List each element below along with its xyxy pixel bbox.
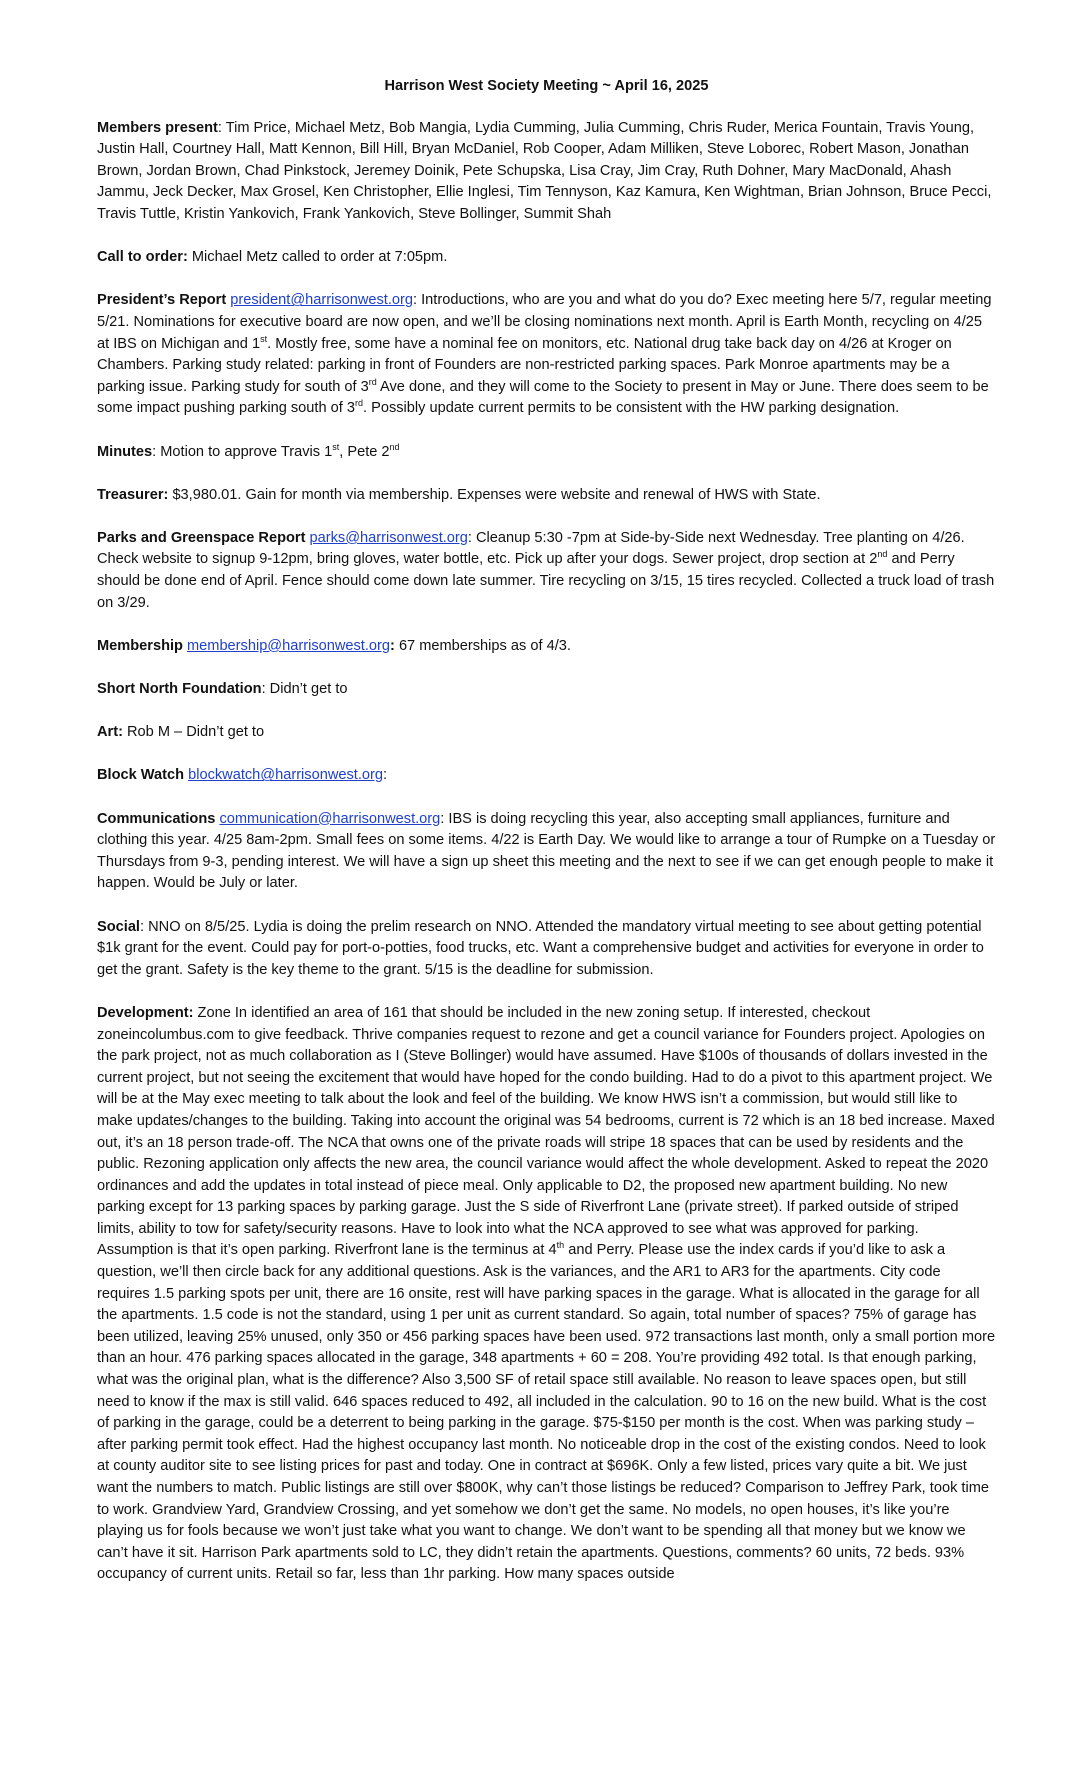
ordinal-superscript: th: [556, 1240, 565, 1251]
communications-label: Communications: [97, 810, 220, 827]
parks-report-section: [97, 528, 996, 614]
development-label: Development:: [97, 1004, 194, 1021]
president-email-link[interactable]: president@harrisonwest.org: [230, 292, 414, 309]
block-watch-label: Block Watch: [97, 767, 189, 784]
ordinal-superscript: nd: [877, 549, 888, 560]
communications-section: [97, 809, 996, 895]
block-watch-section: [97, 765, 996, 787]
art-label: Art:: [97, 724, 123, 741]
ordinal-superscript: nd: [389, 441, 400, 452]
communications-text: : IBS is doing recycling this year, also accepting small appliances, furniture and clothing this year. 4/25 8am-2pm. Small fees on some items. 4/22 is Earth Day. We would like to arrange a tour of Rumpke on a Tuesday or Thursdays from 9-3, pending interest. We will have a sign up sheet this meeting and the next to see if we can get enough people to make it happen. Would be July or later.: [97, 810, 996, 892]
presidents-report-label: President’s Report: [97, 292, 231, 309]
art-text: Rob M – Didn’t get to: [122, 724, 265, 741]
short-north-foundation-text: : Didn’t get to: [261, 681, 348, 698]
ordinal-superscript: st: [260, 333, 268, 344]
treasurer-text: $3,980.01. Gain for month via membership. Expenses were website and renewal of HWS with State.: [168, 486, 821, 503]
presidents-report-text-b: . Mostly free, some have a nominal fee on monitors, etc. National drug take back day on 4/26 at Kroger on Chambers. Parking study related: parking in front of Founders are non-restricted parking spaces. Park Monroe apartments may be a parking issue. Parking study for south of 3: [97, 335, 952, 395]
presidents-report-text-d: . Possibly update current permits to be consistent with the HW parking designation.: [363, 400, 900, 417]
block-watch-text: :: [382, 767, 388, 784]
treasurer-section: [97, 485, 996, 507]
membership-section: [97, 636, 996, 658]
members-present-section: [97, 118, 996, 226]
presidents-report-text-c: Ave done, and they will come to the Society to present in May or June. There does seem to be some impact pushing parking south of 3: [97, 378, 989, 417]
document-title: Harrison West Society Meeting ~ April 16, 2025: [384, 78, 709, 94]
ordinal-superscript: rd: [354, 398, 363, 409]
call-to-order-label: Call to order:: [97, 249, 188, 266]
membership-colon: :: [390, 637, 395, 654]
call-to-order-section: [97, 247, 996, 269]
minutes-text-b: , Pete 2: [339, 443, 390, 460]
ordinal-superscript: st: [332, 441, 340, 452]
presidents-report-text-a: : Introductions, who are you and what do you do? Exec meeting here 5/7, regular meeting 5/21. Nominations for executive board are now open, and we’ll be closing nominations next month. April is Earth Month, recycling on 4/25 at IBS on Michigan and 1: [97, 292, 992, 352]
social-label: Social: [97, 918, 140, 935]
minutes-label: Minutes: [97, 443, 153, 460]
short-north-foundation-section: [97, 679, 996, 701]
parks-report-label: Parks and Greenspace Report: [97, 529, 310, 546]
blockwatch-email-link[interactable]: blockwatch@harrisonwest.org: [188, 767, 383, 784]
membership-label: Membership: [97, 637, 188, 654]
social-section: [97, 917, 996, 982]
presidents-report-section: [97, 290, 996, 420]
communication-email-link[interactable]: communication@harrisonwest.org: [219, 810, 441, 827]
parks-report-text-a: : Cleanup 5:30 -7pm at Side-by-Side next Wednesday. Tree planting on 4/26. Check website to signup 9-12pm, bring gloves, water bottle, etc. Pick up after your dogs. Sewer project, drop section at 2: [97, 529, 965, 568]
members-present-label: Members present: [97, 119, 218, 136]
members-present-text: : Tim Price, Michael Metz, Bob Mangia, Lydia Cumming, Julia Cumming, Chris Ruder, Merica Fountain, Travis Young, Justin Hall, Courtney Hall, Matt Kennon, Bill Hill, Bryan McDaniel, Rob Cooper, Adam Milliken, Steve Loborec, Robert Mason, Jonathan Brown, Jordan Brown, Chad Pinkstock, Jeremey Doinik, Pete Schupska, Lisa Cray, Jim Cray, Ruth Dohner, Mary MacDonald, Ahash Jammu, Jeck Decker, Max Grosel, Ken Christopher, Ellie Inglesi, Tim Tennyson, Kaz Kamura, Ken Wightman, Brian Johnson, Bruce Pecci, Travis Tuttle, Kristin Yankovich, Frank Yankovich, Steve Bollinger, Summit Shah: [97, 119, 992, 222]
parks-email-link[interactable]: parks@harrisonwest.org: [309, 529, 468, 546]
development-text-b: and Perry. Please use the index cards if you’d like to ask a question, we’ll then circle back for any additional questions. Ask is the variances, and the AR1 to AR3 for the apartments. City code requires 1.5 parking spots per unit, there are 16 onsite, rest will have parking spaces in the garage. What is allocated in the garage for all the apartments. 1.5 code is not the standard, using 1 per unit as current standard. So again, total number of spaces? 75% of garage has been utilized, leaving 25% unused, only 350 or 456 parking spaces have been used. 972 transactions last month, only a small portion more than an hour. 476 parking spaces allocated in the garage, 348 apartments + 60 = 208. You’re providing 492 total. Is that enough parking, what was the original plan, what is the difference? Also 3,500 SF of retail space still available. No reason to leave spaces open, but still need to know if the max is still valid. 646 spaces reduced to 492, all included in the calculation. 90 to 16 on the new build. What is the cost of parking in the garage, could be a deterrent to being parking in the garage. $75-$150 per month is the cost. When was parking study – after parking permit took effect. Had the highest occupancy last month. No noticeable drop in the cost of the existing condos. Need to look at county auditor site to see listing prices for past and today. One in contract at $696K. Only a few listed, prices vary quite a bit. We just want the numbers to match. Public listings are still over $800K, why can’t those listings be reduced? Comparison to Jeffrey Park, took time to work. Grandview Yard, Grandview Crossing, and yet somehow we don’t get the same. No models, no open houses, it’s like you’re playing us for fools because we won’t just take what you want to change. We don’t want to be spending all that money but we know we can’t have it sit. Harrison Park apartments sold to LC, they didn’t retain the apartments. Questions, comments? 60 units, 72 beds. 93% occupancy of current units. Retail so far, less than 1hr parking. How many spaces outside: [97, 1242, 996, 1583]
development-section: [97, 1003, 996, 1586]
ordinal-superscript: rd: [368, 376, 377, 387]
membership-email-link[interactable]: membership@harrisonwest.org: [187, 637, 391, 654]
minutes-section: [97, 442, 996, 464]
short-north-foundation-label: Short North Foundation: [97, 681, 262, 698]
treasurer-label: Treasurer:: [97, 486, 169, 503]
art-section: [97, 722, 996, 744]
social-text: : NNO on 8/5/25. Lydia is doing the prelim research on NNO. Attended the mandatory virtual meeting to see about getting potential $1k grant for the event. Could pay for port-o-potties, food trucks, etc. Want a comprehensive budget and activities for everyone in order to get the grant. Safety is the key theme to the grant. 5/15 is the deadline for submission.: [97, 918, 984, 978]
minutes-text-a: : Motion to approve Travis 1: [152, 443, 333, 460]
call-to-order-text: Michael Metz called to order at 7:05pm.: [187, 249, 448, 266]
membership-text: 67 memberships as of 4/3.: [394, 637, 571, 654]
development-text-a: Zone In identified an area of 161 that should be included in the new zoning setup. If interested, checkout zoneincolumbus.com to give feedback. Thrive companies request to rezone and get a council variance for Founders project. Apologies on the park project, not as much collaboration as I (Steve Bollinger) would have assumed. Have $100s of thousands of dollars invested in the current project, but not seeing the excitement that would have hoped for the condo building. Had to do a pivot to this apartment project. We will be at the May exec meeting to talk about the look and feel of the building. We know HWS isn’t a commission, but would still like to make updates/changes to the building. Taking into account the original was 54 bedrooms, current is 72 which is an 18 bed increase. Maxed out, it’s an 18 person trade-off. The NCA that owns one of the private roads will stripe 18 spaces that can be used by residents and the public. Rezoning application only affects the new area, the council variance would affect the whole development. Asked to repeat the 2020 ordinances and add the updates in total instead of piece meal. Only applicable to D2, the proposed new apartment building. No new parking except for 13 parking spaces by parking garage. Just the S side of Riverfront Lane (private street). If parked outside of striped limits, ability to tow for safety/security reasons. Have to look into what the NCA approved to see what was approved for parking. Assumption is that it’s open parking. Riverfront lane is the terminus at 4: [97, 1004, 995, 1259]
parks-report-text-b: and Perry should be done end of April. Fence should come down late summer. Tire recycling on 3/15, 15 tires recycled. Collected a truck load of trash on 3/29.: [97, 551, 995, 611]
